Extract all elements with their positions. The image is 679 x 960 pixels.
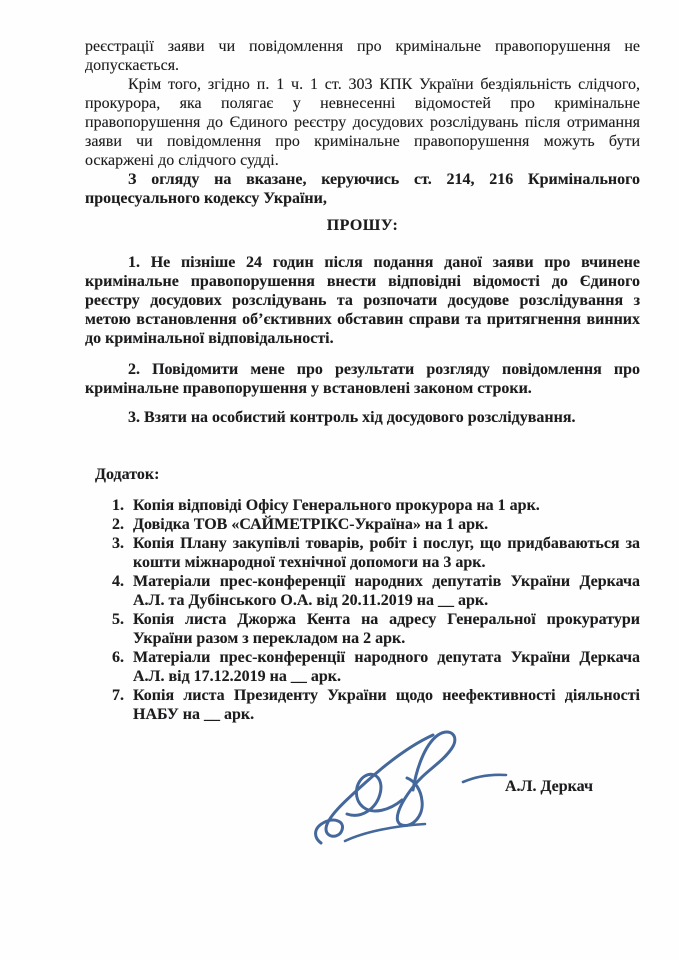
attachment-item-2 <box>112 515 640 534</box>
attachment-text: Довідка ТОВ «САЙМЕТРІКС-Україна» на 1 арк. <box>133 516 489 533</box>
signature-stroke <box>347 774 402 815</box>
intro-paragraph-legal-inaction: Крім того, згідно п. 1 ч. 1 ст. 303 КПК України бездіяльність слідчого, прокурора, яка полягає у невнесенні відомостей про кримінальне правопорушення до Єдиного реєстру досудових розслідувань після отримання заяви чи повідомлення про кримінальне правопорушення можуть бути оскаржені до слідчого судді. <box>85 76 640 169</box>
signature-stroke <box>463 775 506 782</box>
attachments-heading: Додаток: <box>95 466 160 483</box>
attachment-item-4 <box>112 572 640 610</box>
attachment-number: 4. <box>112 573 124 590</box>
attachment-item-5 <box>112 610 640 648</box>
signature-stroke <box>316 735 433 843</box>
attachment-item-7 <box>112 686 640 724</box>
request-item-2: 2. Повідомити мене про результати розгляду повідомлення про кримінальне правопорушення у встановлені законом строки. <box>85 361 640 397</box>
attachment-text: Копія листа Президенту України щодо неефективності діяльності НАБУ на __ арк. <box>133 687 640 723</box>
attachment-number: 3. <box>112 535 124 552</box>
signature-stroke <box>345 824 425 841</box>
attachment-number: 6. <box>112 649 124 666</box>
signature-icon <box>313 730 513 852</box>
attachment-number: 2. <box>112 516 124 533</box>
attachment-number: 1. <box>112 497 124 514</box>
legal-basis-paragraph: З огляду на вказане, керуючись ст. 214, 216 Кримінального процесуального кодексу України, <box>85 171 640 207</box>
attachment-text: Копія відповіді Офісу Генерального прокурора на 1 арк. <box>133 497 540 514</box>
request-item-3: 3. Взяти на особистий контроль хід досудового розслідування. <box>128 409 576 426</box>
document-body <box>85 37 640 724</box>
attachment-text: Копія листа Джоржа Кента на адресу Генеральної прокуратури України разом з перекладом на 2 арк. <box>133 611 640 647</box>
attachment-item-6 <box>112 648 640 686</box>
attachment-item-3 <box>112 534 640 572</box>
handwritten-signature <box>313 730 513 852</box>
intro-paragraph-continuation: реєстрації заяви чи повідомлення про кримінальне правопорушення не допускається. <box>85 38 640 74</box>
attachment-number: 7. <box>112 687 124 704</box>
attachment-number: 5. <box>112 611 124 628</box>
attachments-list <box>112 496 640 724</box>
attachment-text: Копія Плану закупівлі товарів, робіт і послуг, що придбаваються за кошти міжнародної технічної допомоги на 3 арк. <box>133 535 640 571</box>
attachment-text: Матеріали прес-конференції народних депутатів України Деркача А.Л. та Дубінського О.А. від 20.11.2019 на __ арк. <box>133 573 640 609</box>
signatory-name: А.Л. Деркач <box>505 778 594 795</box>
attachment-item-1 <box>112 496 640 515</box>
attachment-text: Матеріали прес-конференції народного депутата України Деркача А.Л. від 17.12.2019 на __ арк. <box>133 649 640 685</box>
request-item-1: 1. Не пізніше 24 годин після подання даної заяви про вчинене кримінальне правопорушення внести відповідні відомості до Єдиного реєстру досудових розслідувань та розпочати досудове розслідування з метою встановлення об’єктивних обставин справи та притягнення винних до кримінальної відповідальності. <box>85 254 640 347</box>
signature-stroke <box>397 732 455 826</box>
request-heading: ПРОШУ: <box>326 217 399 234</box>
